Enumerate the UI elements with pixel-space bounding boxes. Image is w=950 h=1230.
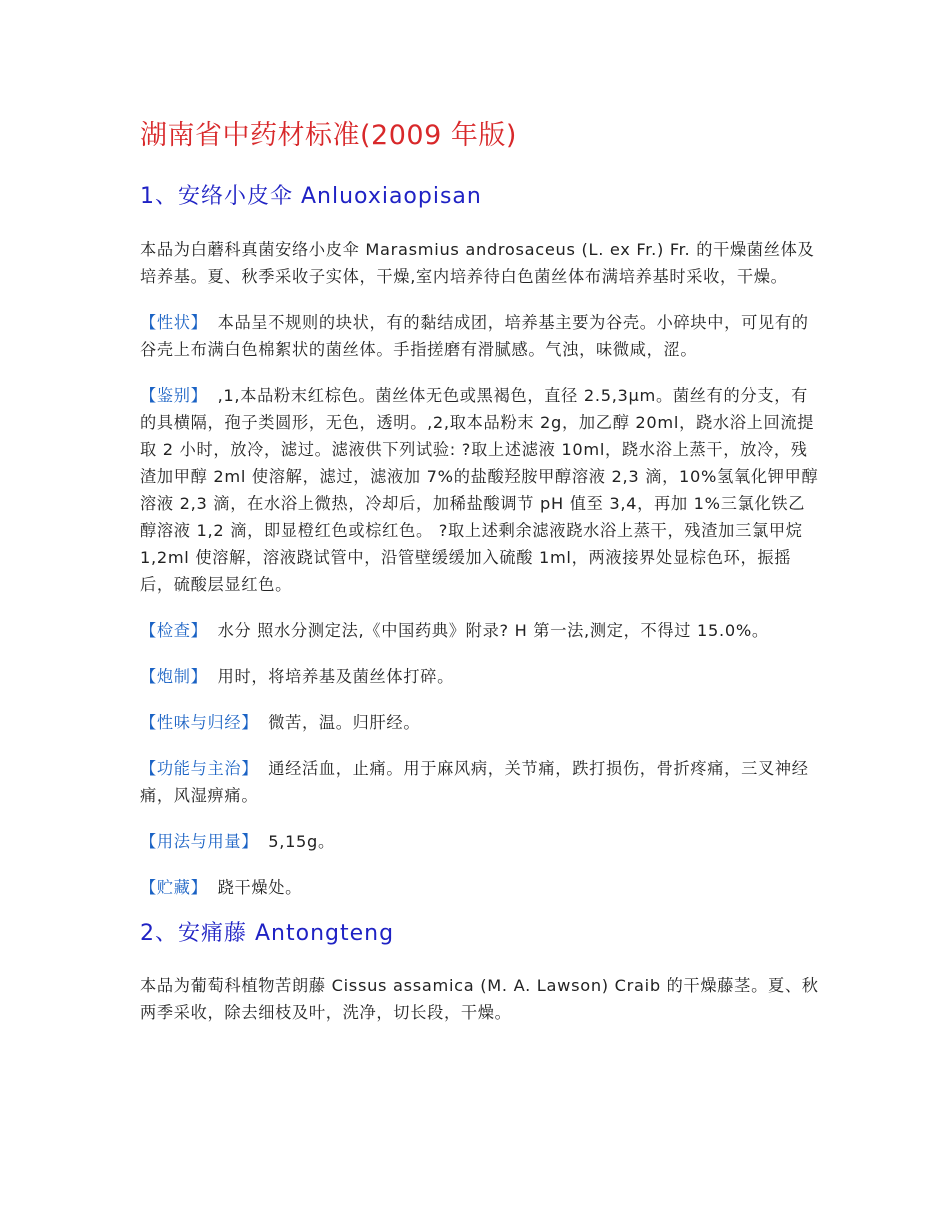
item-tag: 【性味与归经】 xyxy=(140,712,259,732)
section-intro: 本品为白蘑科真菌安络小皮伞 Marasmius androsaceus (L. ex Fr.) Fr. 的干燥菌丝体及培养基。夏、秋季采收子实体，干燥,室内培养待白色菌丝体布满培养基时采收，干燥。 xyxy=(140,239,815,286)
item-tag: 【炮制】 xyxy=(140,666,208,686)
item-identification xyxy=(140,382,820,598)
document-page xyxy=(140,118,820,1045)
section-intro: 本品为葡萄科植物苦朗藤 Cissus assamica (M. A. Lawson) Craib 的干燥藤茎。夏、秋两季采收，除去细枝及叶，洗净，切长段，干燥。 xyxy=(140,976,819,1023)
item-tag: 【用法与用量】 xyxy=(140,831,259,851)
item-processing xyxy=(140,663,820,690)
document-title: 湖南省中药材标准(2009 年版) xyxy=(140,120,517,151)
item-nature-meridian xyxy=(140,709,820,736)
item-usage-dosage xyxy=(140,828,820,855)
item-text: 微苦，温。归肝经。 xyxy=(268,712,421,732)
item-functions-indications xyxy=(140,755,820,809)
item-tag: 【功能与主治】 xyxy=(140,758,259,778)
item-tag: 【性状】 xyxy=(140,312,208,332)
monograph-section-2 xyxy=(140,920,820,1027)
item-examination xyxy=(140,617,820,644)
item-characters xyxy=(140,309,820,363)
item-text: 水分 照水分测定法,《中国药典》附录? H 第一法,测定，不得过 15.0%。 xyxy=(217,620,769,640)
item-tag: 【鉴别】 xyxy=(140,385,208,405)
section-heading: 1、安络小皮伞 Anluoxiaopisan xyxy=(140,184,482,210)
monograph-section-1 xyxy=(140,183,820,901)
item-text: ,1,本品粉末红棕色。菌丝体无色或黑褐色，直径 2.5,3μm。菌丝有的分支，有的具横隔，孢子类圆形，无色，透明。,2,取本品粉末 2g，加乙醇 20ml，跷水浴上回流提取 2 小时，放冷，滤过。滤液供下列试验: ?取上述滤液 10ml，跷水浴上蒸干，放冷，残渣加甲醇 2ml 使溶解，滤过，滤液加 7%的盐酸羟胺甲醇溶液 2,3 滴，10%氢氧化钾甲醇溶液 2,3 滴，在水浴上微热，冷却后，加稀盐酸调节 pH 值至 3,4，再加 1%三氯化铁乙醇溶液 1,2 滴，即显橙红色或棕红色。 ?取上述剩余滤液跷水浴上蒸干，残渣加三氯甲烷 1,2ml 使溶解，溶液跷试管中，沿管壁缓缓加入硫酸 1ml，两液接界处显棕色环，振摇后，硫酸层显红色。 xyxy=(140,385,819,594)
item-text: 本品呈不规则的块状，有的黏结成团，培养基主要为谷壳。小碎块中，可见有的谷壳上布满白色棉絮状的菌丝体。手指搓磨有滑腻感。气浊，味微咸，涩。 xyxy=(140,312,809,359)
item-text: 用时，将培养基及菌丝体打碎。 xyxy=(217,666,454,686)
item-tag: 【检查】 xyxy=(140,620,208,640)
section-heading: 2、安痛藤 Antongteng xyxy=(140,920,395,946)
item-text: 跷干燥处。 xyxy=(217,877,302,897)
item-text: 5,15g。 xyxy=(268,831,335,851)
item-tag: 【贮藏】 xyxy=(140,877,208,897)
item-storage xyxy=(140,874,820,901)
item-text: 通经活血，止痛。用于麻风病，关节痛，跌打损伤，骨折疼痛，三叉神经痛，风湿痹痛。 xyxy=(140,758,809,805)
